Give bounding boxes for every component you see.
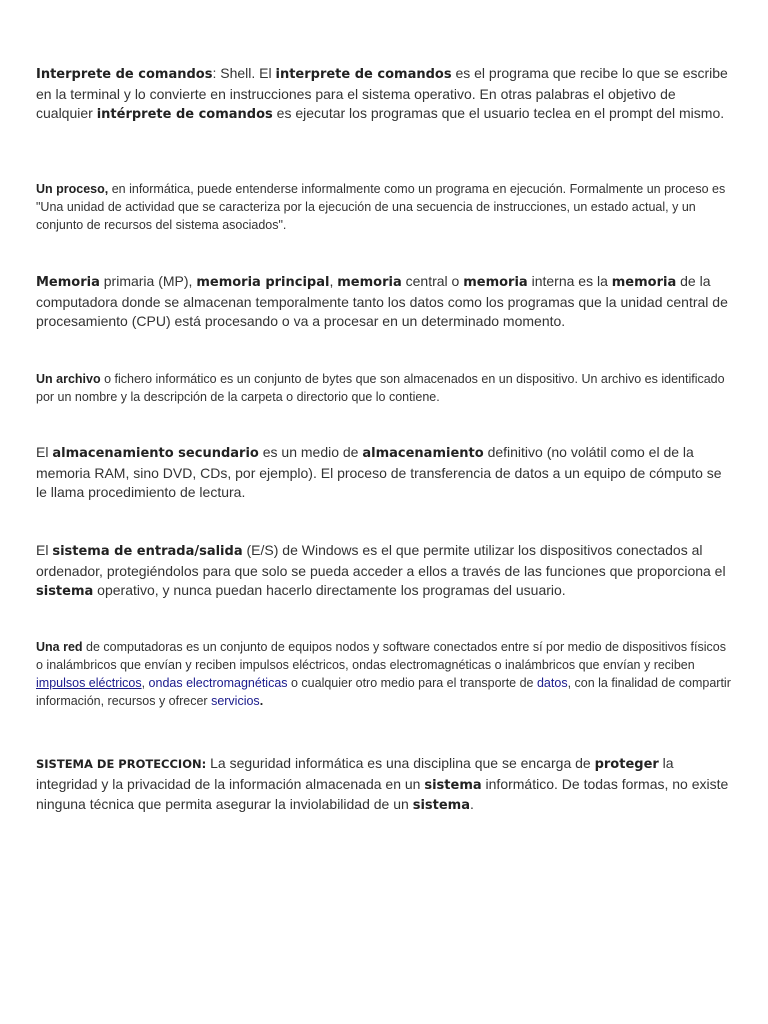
text: informático. De todas formas, no existe ninguna técnica que permita asegurar la inviolabilidad de un: [36, 775, 729, 812]
text: interna es la: [527, 273, 612, 289]
text: ,: [141, 676, 149, 690]
text: es ejecutar los programas que el usuario teclea en el prompt del mismo.: [272, 105, 725, 121]
text: , con la finalidad de compartir información, recursos y ofrecer: [36, 676, 731, 708]
text: El: [36, 542, 53, 558]
term-proteger: proteger: [594, 757, 659, 772]
paragraph-archivo: [36, 370, 736, 406]
text: .: [469, 796, 474, 812]
term-proceso: Un proceso,: [36, 182, 109, 196]
paragraph-memoria: [36, 272, 736, 332]
text: La seguridad informática es una disciplina que se encarga de: [206, 755, 595, 771]
term-sistema-2: sistema: [424, 777, 482, 793]
term-memoria-4: memoria: [611, 275, 677, 290]
term-memoria-2: memoria: [337, 275, 402, 290]
link-ondas-electromagneticas[interactable]: ondas electromagnéticas: [148, 676, 288, 690]
text: primaria (MP),: [99, 273, 197, 289]
term-sistema-proteccion: SISTEMA DE PROTECCION:: [36, 757, 207, 771]
term-almacenamiento-secundario: almacenamiento secundario: [52, 446, 259, 461]
link-impulsos-electricos[interactable]: impulsos eléctricos: [36, 676, 142, 690]
term-memoria-principal: memoria principal: [196, 275, 330, 290]
term-interprete-comandos: Interprete de comandos: [36, 67, 213, 82]
term-memoria: Memoria: [36, 275, 100, 290]
text: la integridad y la privacidad de la información almacenada en un: [36, 755, 674, 792]
paragraph-red: [36, 638, 736, 710]
text: operativo, y nunca puedan hacerlo directamente los programas del usuario.: [93, 582, 566, 598]
link-datos[interactable]: datos: [536, 676, 568, 690]
paragraph-interprete-comandos: [36, 64, 736, 125]
text: es el programa que recibe lo que se escribe en la terminal y lo convierte en instrucciones para el sistema operativo. En otras palabras el objetivo de cualquier: [36, 65, 728, 121]
text: es un medio de: [258, 444, 363, 460]
text: de la computadora donde se almacenan temporalmente tanto los datos como los programas que la unidad central de procesamiento (CPU) está procesando o va a procesar en un determinado momento.: [36, 273, 728, 329]
paragraph-proteccion: [36, 754, 736, 816]
text: ,: [329, 273, 338, 289]
text: .: [259, 694, 264, 708]
term-sistema-entrada-salida: sistema de entrada/salida: [52, 544, 243, 559]
term-almacenamiento: almacenamiento: [362, 446, 484, 461]
term-archivo: Un archivo: [36, 372, 101, 386]
text: central o: [401, 273, 464, 289]
text: definitivo (no volátil como el de la memoria RAM, sino DVD, CDs, por ejemplo). El proceso de transferencia de datos a un equipo de cómputo se le llama procedimiento de lectura.: [36, 444, 722, 500]
term-memoria-3: memoria: [463, 275, 528, 290]
text: de computadoras es un conjunto de equipos nodos y software conectados entre sí por medio de dispositivos físicos o inalámbricos que envían y reciben impulsos eléctricos, ondas electromagnéticas o inalámbricos que envían y reciben: [36, 640, 726, 672]
link-servicios[interactable]: servicios: [211, 694, 260, 708]
text: o cualquier otro medio para el transporte de: [287, 676, 537, 690]
text: : Shell. El: [212, 65, 276, 81]
term-interprete-comandos-3: intérprete de comandos: [96, 107, 273, 122]
paragraph-proceso: [36, 180, 736, 234]
term-sistema-3: sistema: [412, 798, 470, 813]
text: o fichero informático es un conjunto de bytes que son almacenados en un dispositivo. Un archivo es identificado por un nombre y la descripción de la carpeta o directorio que lo contiene.: [36, 372, 725, 404]
term-sistema: sistema: [36, 584, 94, 599]
text: en informática, puede entenderse informalmente como un programa en ejecución. Formalmente un proceso es "Una unidad de actividad que se caracteriza por la ejecución de una secuencia de instrucciones, un estado actual, y un conjunto de recursos del sistema asociados".: [36, 182, 726, 232]
paragraph-almacenamiento: [36, 443, 736, 503]
paragraph-entrada-salida: [36, 541, 736, 602]
text: (E/S) de Windows es el que permite utilizar los dispositivos conectados al ordenador, protegiéndolos para que solo se pueda acceder a ellos a través de las funciones que proporciona el: [36, 542, 726, 579]
term-red: Una red: [36, 640, 83, 654]
text: El: [36, 444, 53, 460]
term-interprete-comandos-2: interprete de comandos: [275, 67, 452, 82]
